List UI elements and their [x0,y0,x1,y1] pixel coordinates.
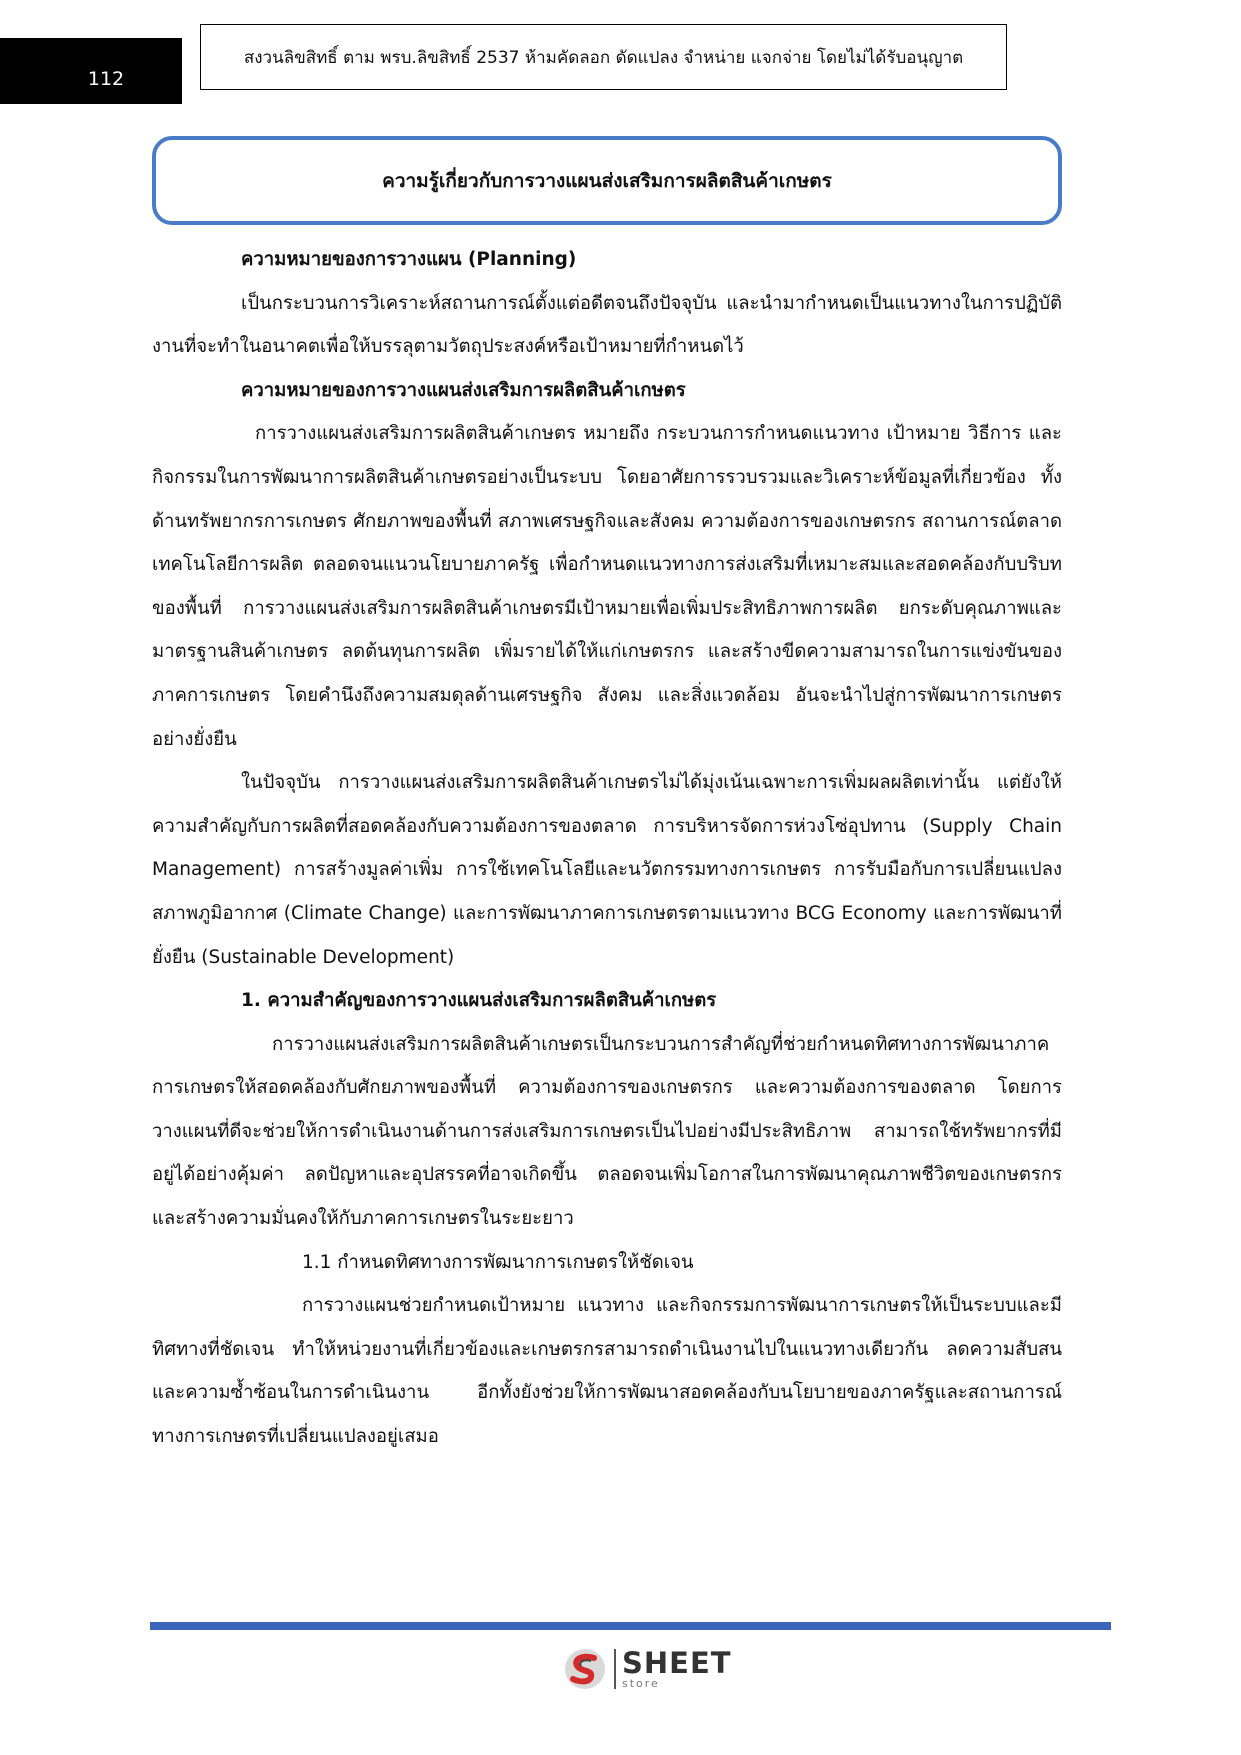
heading-promotion-planning-meaning: ความหมายของการวางแผนส่งเสริมการผลิตสินค้าเกษตร [241,379,686,401]
page-number: 112 [0,38,182,104]
paragraph-promotion-planning-definition: การวางแผนส่งเสริมการผลิตสินค้าเกษตร หมายถึง กระบวนการกำหนดแนวทาง เป้าหมาย วิธีการ และกิจกรรมในการพัฒนาการผลิตสินค้าเกษตรอย่างเป็นระบบ โดยอาศัยการรวบรวมและวิเคราะห์ข้อมูลที่เกี่ยวข้อง ทั้งด้านทรัพยากรการเกษตร ศักยภาพของพื้นที่ สภาพเศรษฐกิจและสังคม ความต้องการของเกษตรกร สถานการณ์ตลาด เทคโนโลยีการผลิต ตลอดจนแนวนโยบายภาครัฐ เพื่อกำหนดแนวทางการส่งเสริมที่เหมาะสมและสอดคล้องกับบริบทของพื้นที่ การวางแผนส่งเสริมการผลิตสินค้าเกษตรมีเป้าหมายเพื่อเพิ่มประสิทธิภาพการผลิต ยกระดับคุณภาพและมาตรฐานสินค้าเกษตร ลดต้นทุนการผลิต เพิ่มรายได้ให้แก่เกษตรกร และสร้างขีดความสามารถในการแข่งขันของภาคการเกษตร โดยคำนึงถึงความสมดุลด้านเศรษฐกิจ สังคม และสิ่งแวดล้อม อันจะนำไปสู่การพัฒนาการเกษตรอย่างยั่งยืน [152,423,1062,750]
heading-importance: 1. ความสำคัญของการวางแผนส่งเสริมการผลิตสินค้าเกษตร [241,990,717,1012]
copyright-notice: สงวนลิขสิทธิ์ ตาม พรบ.ลิขสิทธิ์ 2537 ห้ามคัดลอก ดัดแปลง จำหน่าย แจกจ่าย โดยไม่ได้รับอนุญาต [200,24,1007,90]
section-title-box [152,136,1062,225]
sheet-logo-icon [562,1646,608,1692]
paragraph-planning-definition: เป็นกระบวนการวิเคราะห์สถานการณ์ตั้งแต่อดีตจนถึงปัจจุบัน และนำมากำหนดเป็นแนวทางในการปฏิบัติงานที่จะทำในอนาคตเพื่อให้บรรลุตามวัตถุประสงค์หรือเป้าหมายที่กำหนดไว้ [152,292,1062,358]
logo-subtext: store [622,1677,660,1690]
document-body [152,238,1062,1459]
logo-separator [614,1649,616,1689]
logo-word: SHEET [622,1646,732,1680]
heading-planning-meaning: ความหมายของการวางแผน (Planning) [241,249,577,270]
subheading-direction: 1.1 กำหนดทิศทางการพัฒนาการเกษตรให้ชัดเจน [302,1251,694,1273]
footer-divider [150,1622,1111,1630]
sheet-store-logo [562,1644,742,1694]
paragraph-current-planning: ในปัจจุบัน การวางแผนส่งเสริมการผลิตสินค้าเกษตรไม่ได้มุ่งเน้นเฉพาะการเพิ่มผลผลิตเท่านั้น แต่ยังให้ความสำคัญกับการผลิตที่สอดคล้องกับความต้องการของตลาด การบริหารจัดการห่วงโซ่อุปทาน (Supply Chain Management) การสร้างมูลค่าเพิ่ม การใช้เทคโนโลยีและนวัตกรรมทางการเกษตร การรับมือกับการเปลี่ยนแปลงสภาพภูมิอากาศ (Climate Change) และการพัฒนาภาคการเกษตรตามแนวทาง BCG Economy และการพัฒนาที่ยั่งยืน (Sustainable Development) [152,772,1062,968]
paragraph-direction: การวางแผนช่วยกำหนดเป้าหมาย แนวทาง และกิจกรรมการพัฒนาการเกษตรให้เป็นระบบและมีทิศทางที่ชัดเจน ทำให้หน่วยงานที่เกี่ยวข้องและเกษตรกรสามารถดำเนินงานไปในแนวทางเดียวกัน ลดความสับสนและความซ้ำซ้อนในการดำเนินงาน อีกทั้งยังช่วยให้การพัฒนาสอดคล้องกับนโยบายของภาครัฐและสถานการณ์ทางการเกษตรที่เปลี่ยนแปลงอยู่เสมอ [152,1295,1062,1448]
logo-text [622,1646,732,1690]
section-title: ความรู้เกี่ยวกับการวางแผนส่งเสริมการผลิตสินค้าเกษตร [382,169,832,192]
paragraph-importance: การวางแผนส่งเสริมการผลิตสินค้าเกษตรเป็นกระบวนการสำคัญที่ช่วยกำหนดทิศทางการพัฒนาภาคการเกษตรให้สอดคล้องกับศักยภาพของพื้นที่ ความต้องการของเกษตรกร และความต้องการของตลาด โดยการวางแผนที่ดีจะช่วยให้การดำเนินงานด้านการส่งเสริมการเกษตรเป็นไปอย่างมีประสิทธิภาพ สามารถใช้ทรัพยากรที่มีอยู่ได้อย่างคุ้มค่า ลดปัญหาและอุปสรรคที่อาจเกิดขึ้น ตลอดจนเพิ่มโอกาสในการพัฒนาคุณภาพชีวิตของเกษตรกรและสร้างความมั่นคงให้กับภาคการเกษตรในระยะยาว [152,1033,1062,1230]
